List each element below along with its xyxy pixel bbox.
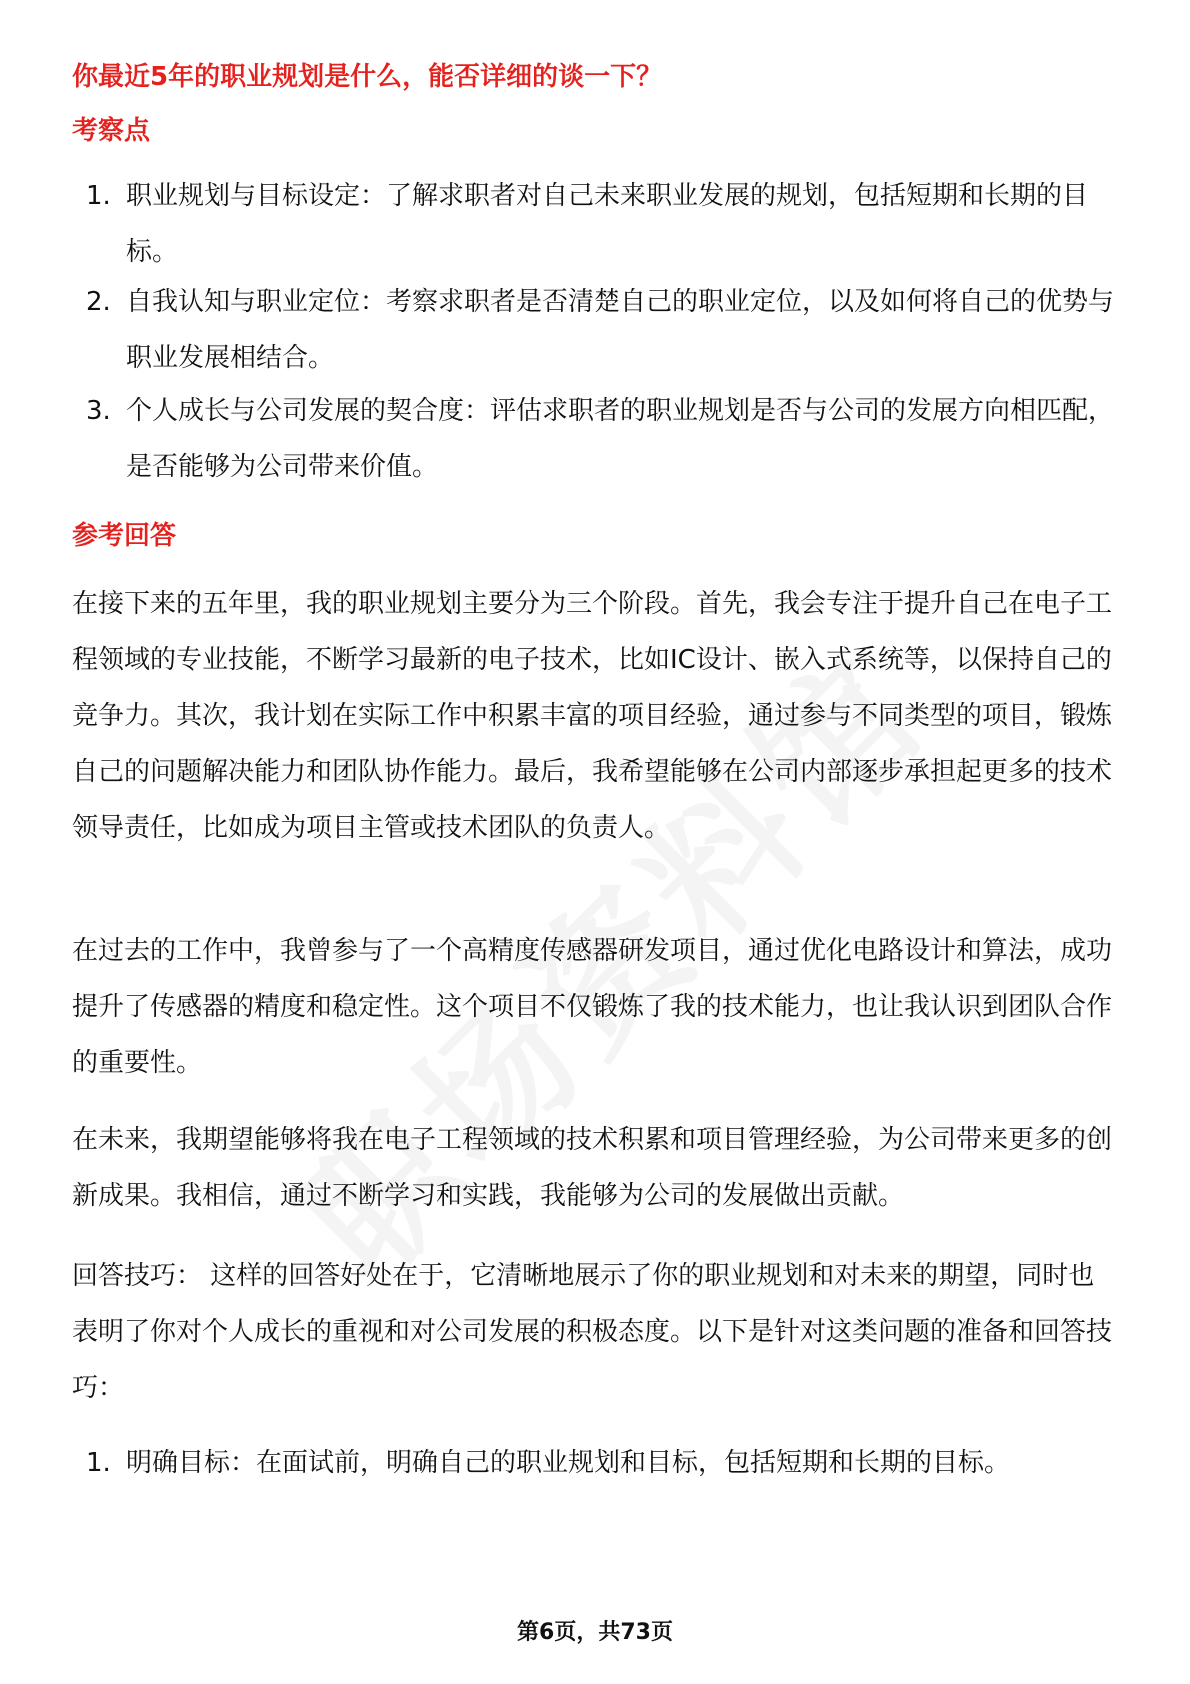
answer-paragraph: 在接下来的五年里，我的职业规划主要分为三个阶段。首先，我会专注于提升自己在电子工程领域的专业技能，不断学习最新的电子技术，比如IC设计、嵌入式系统等，以保持自己的竞争力。其次，我计划在实际工作中积累丰富的项目经验，通过参与不同类型的项目，锻炼自己的问题解决能力和团队协作能力。最后，我希望能够在公司内部逐步承担起更多的技术领导责任，比如成为项目主管或技术团队的负责人。 — [72, 589, 1113, 843]
page-footer: 第6页，共73页 — [517, 1620, 673, 1645]
list-item-text: 个人成长与公司发展的契合度：评估求职者的职业规划是否与公司的发展方向相匹配，是否能够为公司带来价值。 — [126, 396, 1115, 482]
list-item-text: 自我认知与职业定位：考察求职者是否清楚自己的职业定位，以及如何将自己的优势与职业发展相结合。 — [126, 287, 1115, 373]
list-item-number: 1. — [86, 181, 111, 211]
list-item-number: 2. — [86, 287, 111, 317]
answer-paragraph: 在未来，我期望能够将我在电子工程领域的技术积累和项目管理经验，为公司带来更多的创新成果。我相信，通过不断学习和实践，我能够为公司的发展做出贡献。 — [72, 1125, 1113, 1211]
list-item-number: 3. — [86, 396, 111, 426]
answer-paragraph: 在过去的工作中，我曾参与了一个高精度传感器研发项目，通过优化电路设计和算法，成功提升了传感器的精度和稳定性。这个项目不仅锻炼了我的技术能力，也让我认识到团队合作的重要性。 — [72, 936, 1113, 1078]
list-item-text: 明确目标：在面试前，明确自己的职业规划和目标，包括短期和长期的目标。 — [126, 1448, 1011, 1478]
section-heading-answer: 参考回答 — [72, 521, 177, 551]
tips-paragraph: 回答技巧： 这样的回答好处在于，它清晰地展示了你的职业规划和对未来的期望，同时也表明了你对个人成长的重视和对公司发展的积极态度。以下是针对这类问题的准备和回答技巧： — [72, 1261, 1113, 1403]
list-item-text: 职业规划与目标设定：了解求职者对自己未来职业发展的规划，包括短期和长期的目标。 — [126, 181, 1089, 267]
question-title: 你最近5年的职业规划是什么，能否详细的谈一下？ — [72, 62, 663, 92]
section-heading-examine: 考察点 — [72, 116, 151, 146]
list-item-number: 1. — [86, 1448, 111, 1478]
